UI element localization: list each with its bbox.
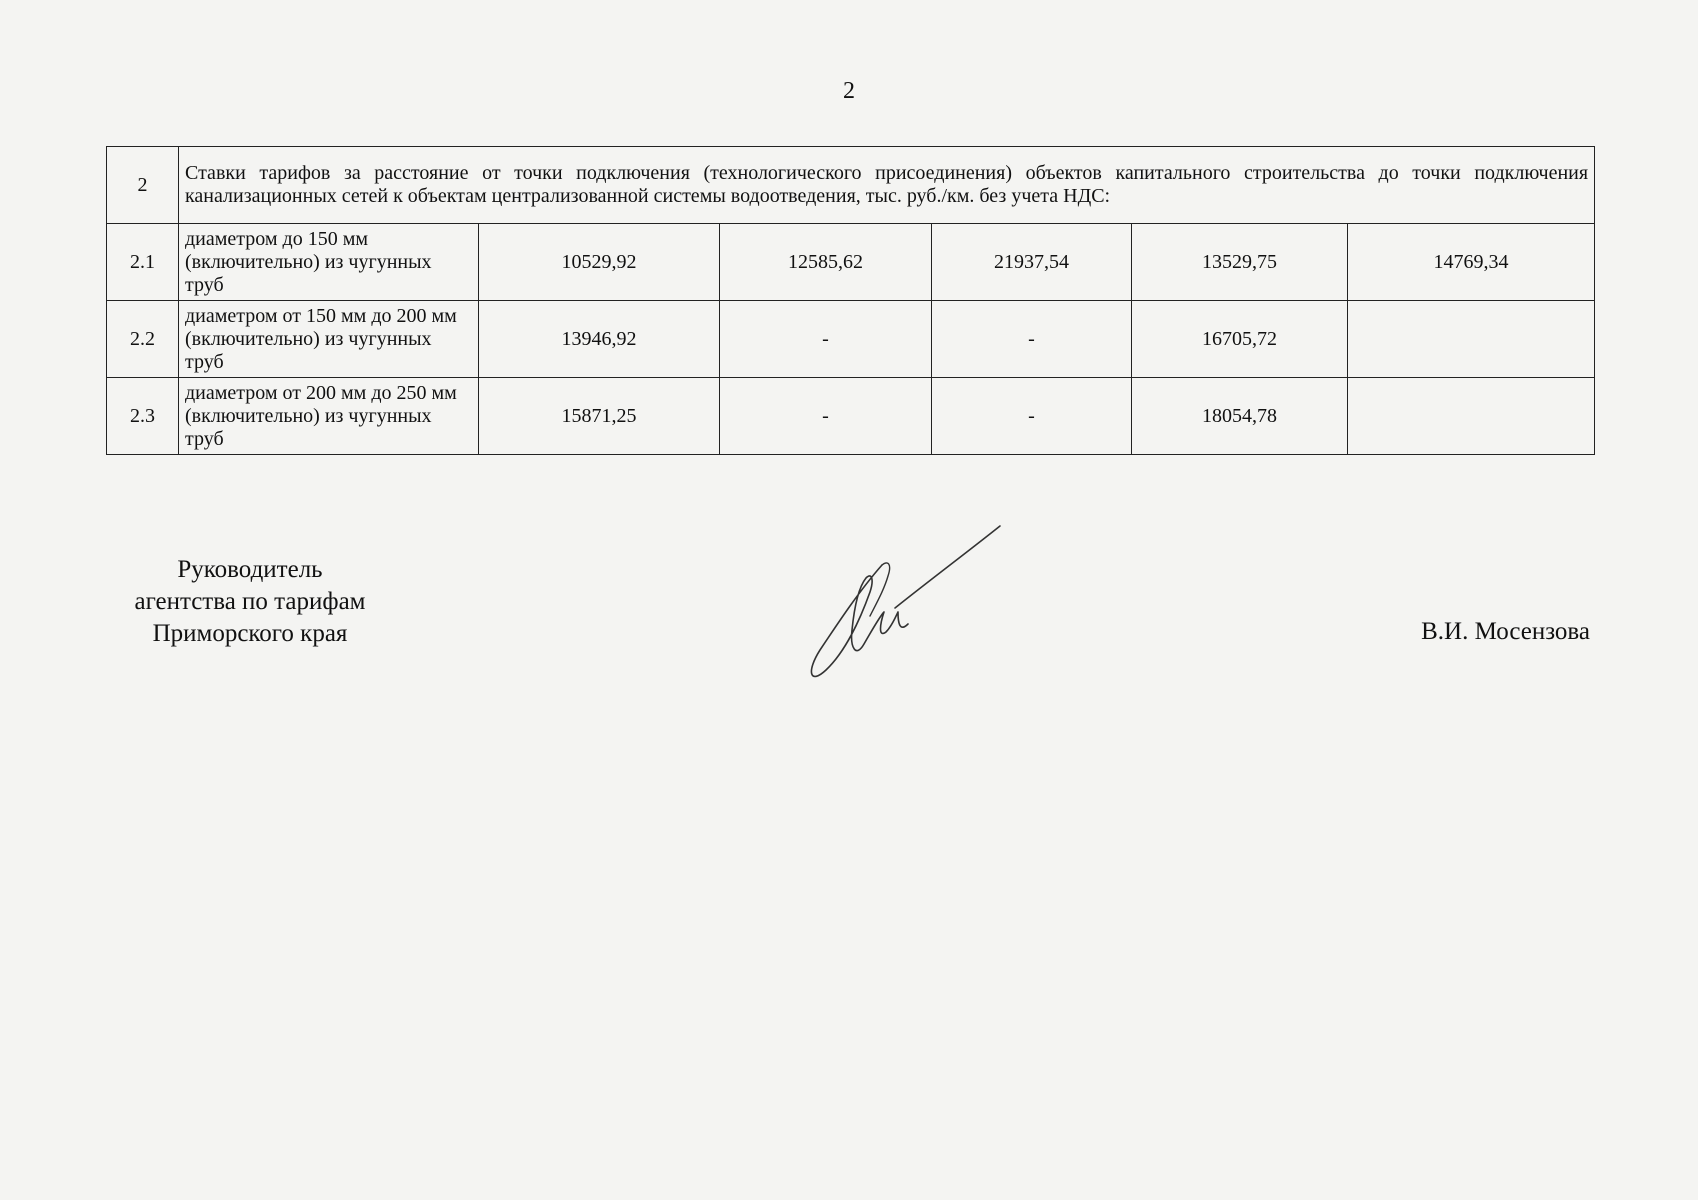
row-value: 21937,54 [932,224,1132,301]
row-value: 13529,75 [1132,224,1348,301]
table-row [107,301,1595,378]
tariff-table [106,146,1595,455]
row-value: 13946,92 [479,301,720,378]
row-value: - [932,378,1132,455]
table-row [107,378,1595,455]
row-description: диаметром до 150 мм (включительно) из чугунных труб [179,224,479,301]
row-value: - [932,301,1132,378]
row-value: - [720,378,932,455]
row-description: диаметром от 200 мм до 250 мм (включительно) из чугунных труб [179,378,479,455]
row-description: диаметром от 150 мм до 200 мм (включительно) из чугунных труб [179,301,479,378]
row-number: 2.1 [107,224,179,301]
position-line: Руководитель [177,556,323,583]
row-value: 10529,92 [479,224,720,301]
row-value [1348,301,1595,378]
signatory-name: В.И. Мосензова [1421,618,1590,645]
section-title: Ставки тарифов за расстояние от точки подключения (технологического присоединения) объектов капитального строительства до точки подключения канализационных сетей к объектам централизованной системы водоотведения, тыс. руб./км. без учета НДС: [179,147,1595,224]
signatory-position [100,554,400,650]
section-header-row [107,147,1595,224]
handwritten-signature [800,520,1020,700]
row-number: 2.3 [107,378,179,455]
section-number: 2 [107,147,179,224]
page-number: 2 [843,78,855,104]
row-value [1348,378,1595,455]
row-value: 16705,72 [1132,301,1348,378]
row-value: 14769,34 [1348,224,1595,301]
row-value: 18054,78 [1132,378,1348,455]
table-row [107,224,1595,301]
row-value: 15871,25 [479,378,720,455]
position-line: Приморского края [152,620,348,647]
row-value: - [720,301,932,378]
row-number: 2.2 [107,301,179,378]
position-line: агентства по тарифам [134,588,366,615]
row-value: 12585,62 [720,224,932,301]
